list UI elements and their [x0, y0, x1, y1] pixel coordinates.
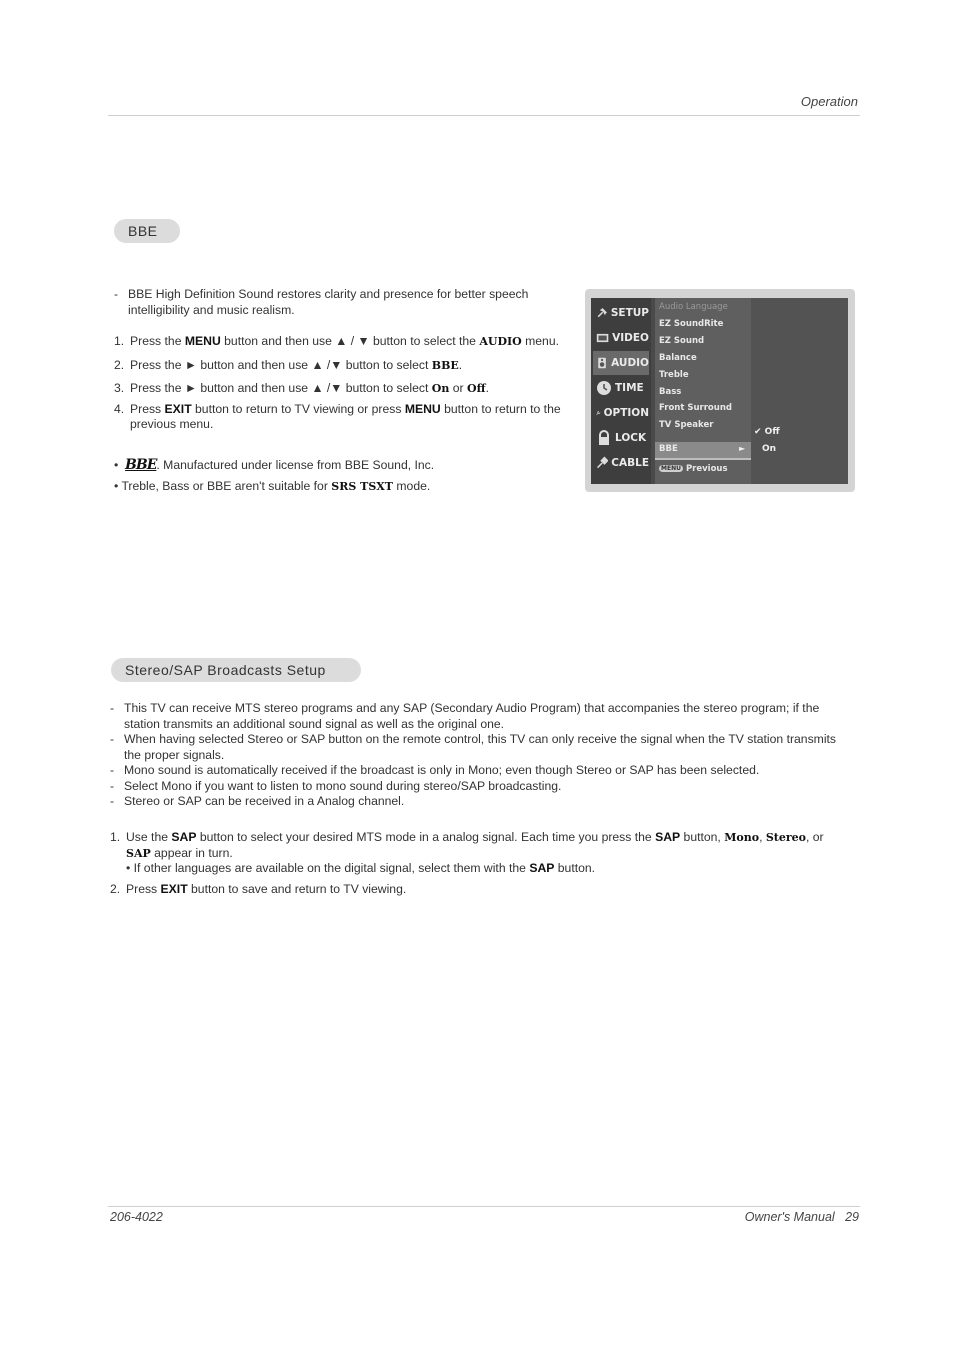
- osd-submenu-arrow-icon: ►: [739, 444, 746, 453]
- osd-audio-options: [655, 298, 751, 484]
- bbe-steps: [114, 334, 576, 433]
- sap-step-2: 2. Press EXIT button to save and return to TV viewing.: [110, 881, 407, 896]
- osd-menu-time: TIME: [593, 376, 649, 400]
- menu-chip-icon: MENU: [661, 465, 681, 472]
- bbe-step-1: 1. Press the MENU button and then use ▲ / ▼ button to select the AUDIO menu.: [114, 334, 559, 348]
- osd-menu-cable: CABLE: [593, 451, 649, 475]
- bbe-step-2: 2. Press the ► button and then use ▲ /▼ button to select BBE.: [114, 357, 463, 372]
- speaker-icon: [596, 355, 608, 371]
- bbe-logo: BBE: [125, 457, 157, 473]
- sap-note-4: - Select Mono if you want to listen to mono sound during stereo/SAP broadcasting.: [110, 778, 562, 793]
- osd-menu-lock: LOCK: [593, 426, 649, 450]
- osd-option-bbe: BBE: [659, 444, 678, 454]
- model-code: 206-4022: [110, 1210, 163, 1224]
- osd-option-balance: Balance: [659, 353, 697, 363]
- bbe-intro: - BBE High Definition Sound restores clarity and presence for better speech intelligibility and music realism.: [114, 287, 529, 317]
- satellite-icon: [596, 305, 608, 321]
- bbe-description: [114, 287, 576, 318]
- wrench-icon: [596, 405, 601, 421]
- osd-option-ez-soundrite: EZ SoundRite: [659, 319, 724, 329]
- bbe-notes: [114, 458, 576, 494]
- osd-menu-option: OPTION: [593, 401, 649, 425]
- osd-bbe-values: [751, 298, 848, 484]
- osd-previous: MENU Previous: [661, 464, 728, 474]
- osd-divider: [655, 458, 751, 460]
- bbe-heading: BBE: [114, 219, 180, 243]
- osd-main-menu: [591, 298, 651, 484]
- sap-note-1: - This TV can receive MTS stereo programs and any SAP (Secondary Audio Program) that accompanies the stereo program; if the station transmits an additional sound signal as well as the original one.: [110, 701, 820, 731]
- osd-menu-setup: SETUP: [593, 301, 649, 325]
- footer-rule: [108, 1206, 860, 1207]
- osd-option-tv-speaker: TV Speaker: [659, 420, 714, 430]
- sap-steps: [110, 830, 830, 897]
- sap-heading: Stereo/SAP Broadcasts Setup: [111, 658, 361, 682]
- cable-icon: [596, 455, 608, 471]
- osd-option-treble: Treble: [659, 370, 689, 380]
- audio-menu-screenshot: [585, 289, 855, 492]
- bbe-srs-note: • Treble, Bass or BBE aren't suitable for SRS TSXT mode.: [114, 478, 431, 493]
- osd-option-bass: Bass: [659, 387, 682, 397]
- header-rule: [108, 115, 860, 116]
- sap-step-1-sub: • If other languages are available on the digital signal, select them with the SAP button.: [126, 861, 596, 875]
- bbe-step-4: 4. Press EXIT button to return to TV viewing or press MENU button to return to the previous menu.: [114, 401, 561, 431]
- osd-menu-audio: AUDIO: [593, 351, 649, 375]
- osd-option-front-surround: Front Surround: [659, 403, 732, 413]
- sap-note-5: - Stereo or SAP can be received in a Analog channel.: [110, 794, 405, 808]
- osd-value-on: On: [762, 444, 777, 454]
- lock-icon: [596, 430, 612, 446]
- osd-option-ez-sound: EZ Sound: [659, 336, 705, 346]
- bbe-step-3: 3. Press the ► button and then use ▲ /▼ button to select On or Off.: [114, 381, 489, 395]
- sap-notes: [110, 701, 840, 810]
- sap-note-3: - Mono sound is automatically received if the broadcast is only in Mono; even though Stereo or SAP has been selected.: [110, 763, 760, 777]
- screen-icon: [596, 330, 609, 346]
- sap-step-1: 1. Use the SAP button to select your desired MTS mode in a analog signal. Each time you press the SAP button, Mono, Stereo, or SAP appear in turn. • If other languages are available on the digital signal, select them with the SAP button.: [110, 830, 830, 877]
- sap-note-2: - When having selected Stereo or SAP button on the remote control, this TV can only receive the signal when the TV station transmits the proper signals.: [110, 732, 837, 762]
- bbe-license-note: • BBE. Manufactured under license from BBE Sound, Inc.: [114, 457, 435, 473]
- section-title: Operation: [800, 94, 858, 109]
- page-footer: Owner's Manual 29: [744, 1210, 859, 1224]
- clock-icon: [596, 380, 612, 396]
- osd-value-off: ✔ Off: [754, 427, 780, 437]
- osd-menu-video: VIDEO: [593, 326, 649, 350]
- osd-frame: [591, 298, 848, 484]
- osd-option-audio-language: Audio Language: [659, 302, 728, 312]
